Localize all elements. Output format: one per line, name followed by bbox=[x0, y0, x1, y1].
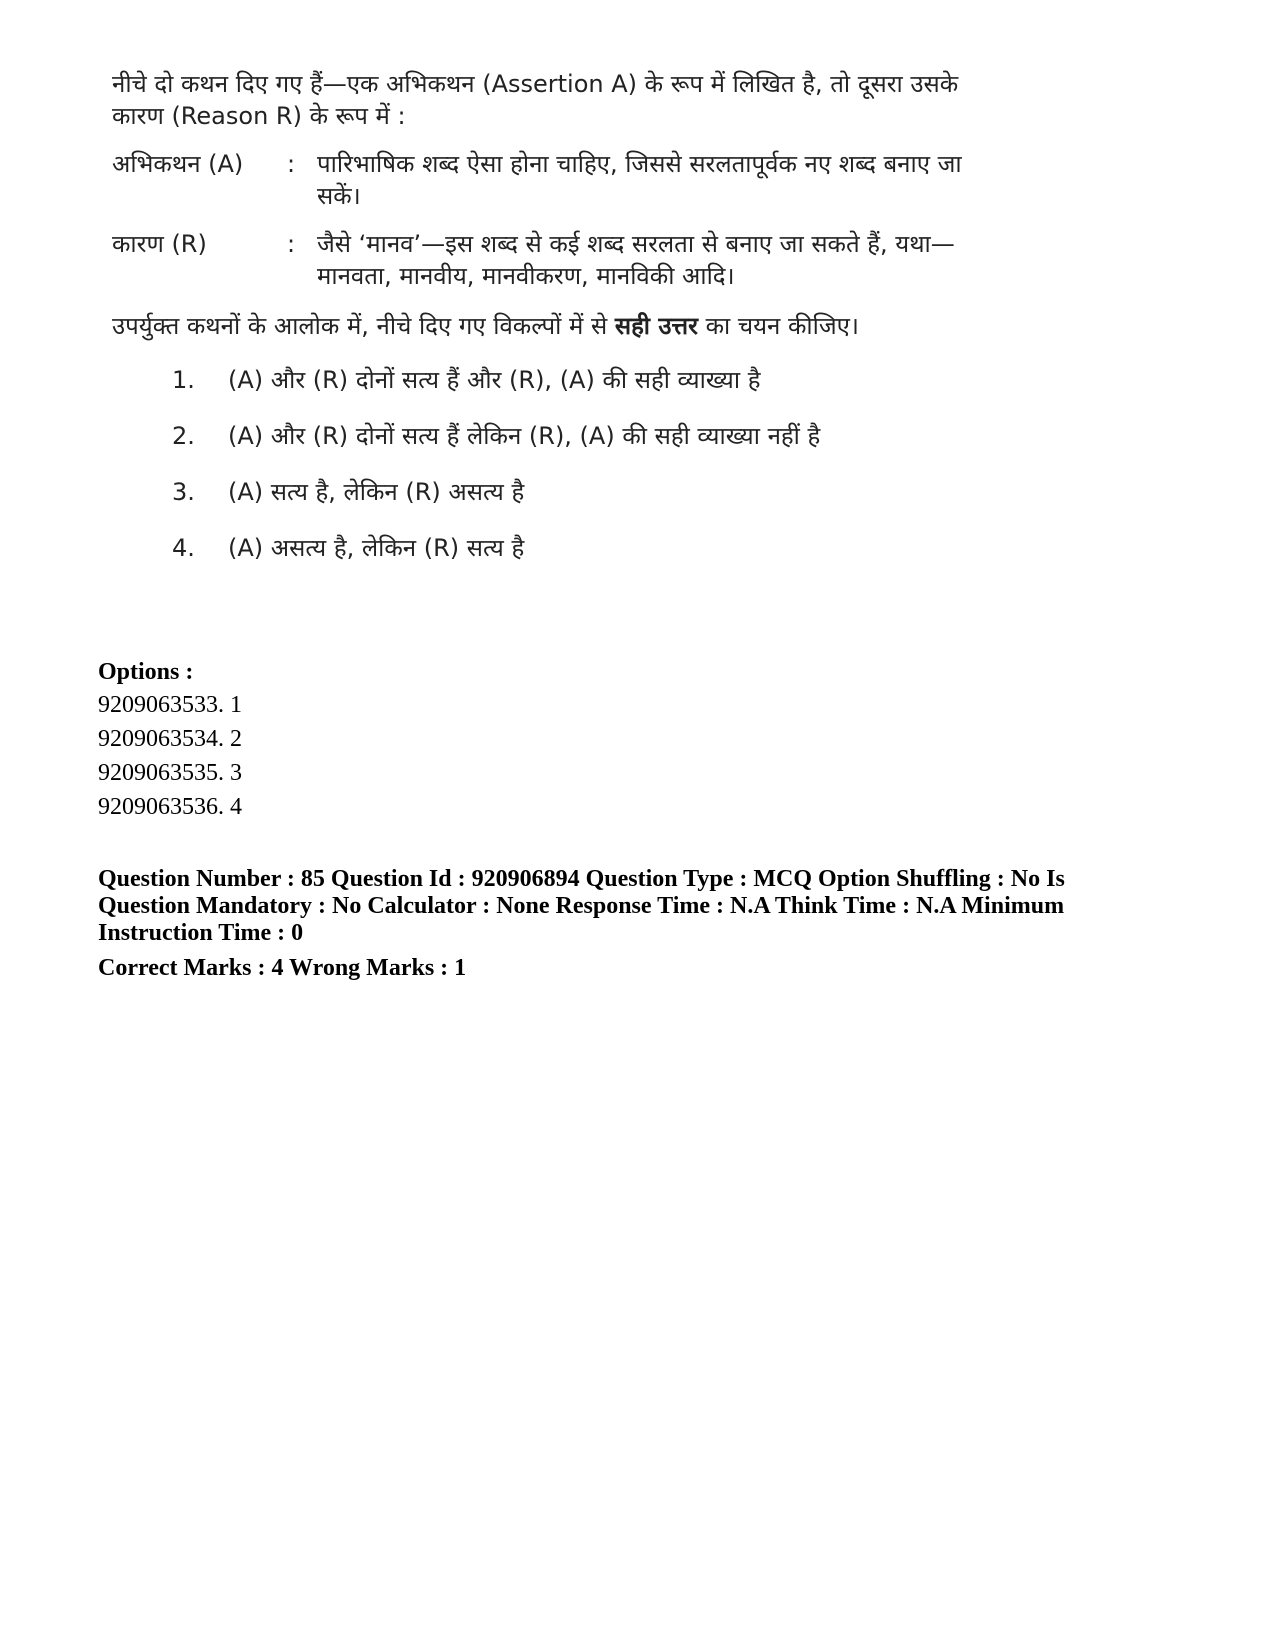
question-image-block bbox=[112, 68, 992, 576]
instruction-line bbox=[112, 310, 992, 342]
question-intro: नीचे दो कथन दिए गए हैं—एक अभिकथन (Assertion A) के रूप में लिखित है, तो दूसरा उसके कारण (Reason R) के रूप में : bbox=[112, 70, 959, 130]
assertion-row bbox=[112, 148, 992, 212]
choice-text: (A) और (R) दोनों सत्य हैं लेकिन (R), (A) की सही व्याख्या नहीं है bbox=[228, 422, 821, 450]
instruction-before: उपर्युक्त कथनों के आलोक में, नीचे दिए गए विकल्पों में से bbox=[112, 312, 615, 340]
choice-item bbox=[172, 352, 992, 408]
reason-text: जैसे ‘मानव’—इस शब्द से कई शब्द सरलता से बनाए जा सकते हैं, यथा— मानवता, मानवीय, मानवीकरण, मानविकी आदि। bbox=[317, 230, 955, 290]
options-heading: Options : bbox=[98, 659, 194, 685]
instruction-bold: सही उत्तर bbox=[614, 312, 698, 340]
choice-number: 3. bbox=[172, 478, 195, 506]
option-id-3: 9209063535. 3 bbox=[98, 760, 242, 786]
assertion-label: अभिकथन (A) bbox=[112, 150, 244, 178]
choice-item bbox=[172, 520, 992, 576]
assertion-colon: : bbox=[287, 150, 296, 178]
choice-number: 1. bbox=[172, 366, 195, 394]
instruction-after: का चयन कीजिए। bbox=[697, 312, 859, 340]
choice-item bbox=[172, 408, 992, 464]
choice-text: (A) सत्य है, लेकिन (R) असत्य है bbox=[228, 478, 525, 506]
reason-label: कारण (R) bbox=[112, 230, 207, 258]
reason-colon: : bbox=[287, 230, 296, 258]
choice-number: 2. bbox=[172, 422, 195, 450]
choice-list bbox=[112, 352, 992, 576]
choice-number: 4. bbox=[172, 534, 195, 562]
question-meta bbox=[98, 656, 1098, 983]
choice-text: (A) और (R) दोनों सत्य हैं और (R), (A) की सही व्याख्या है bbox=[228, 366, 761, 394]
option-id-4: 9209063536. 4 bbox=[98, 794, 242, 820]
choice-text: (A) असत्य है, लेकिन (R) सत्य है bbox=[228, 534, 525, 562]
question-info: Question Number : 85 Question Id : 920906894 Question Type : MCQ Option Shuffling : No Is Question Mandatory : No Calculator : None Response Time : N.A Think Time : N.A Minimum Instruction Time : 0 bbox=[98, 866, 1065, 946]
assertion-text: पारिभाषिक शब्द ऐसा होना चाहिए, जिससे सरलतापूर्वक नए शब्द बनाए जा सकें। bbox=[317, 150, 962, 210]
option-id-2: 9209063534. 2 bbox=[98, 726, 242, 752]
option-id-1: 9209063533. 1 bbox=[98, 692, 242, 718]
choice-item bbox=[172, 464, 992, 520]
marks-info: Correct Marks : 4 Wrong Marks : 1 bbox=[98, 955, 467, 981]
reason-row bbox=[112, 228, 992, 292]
